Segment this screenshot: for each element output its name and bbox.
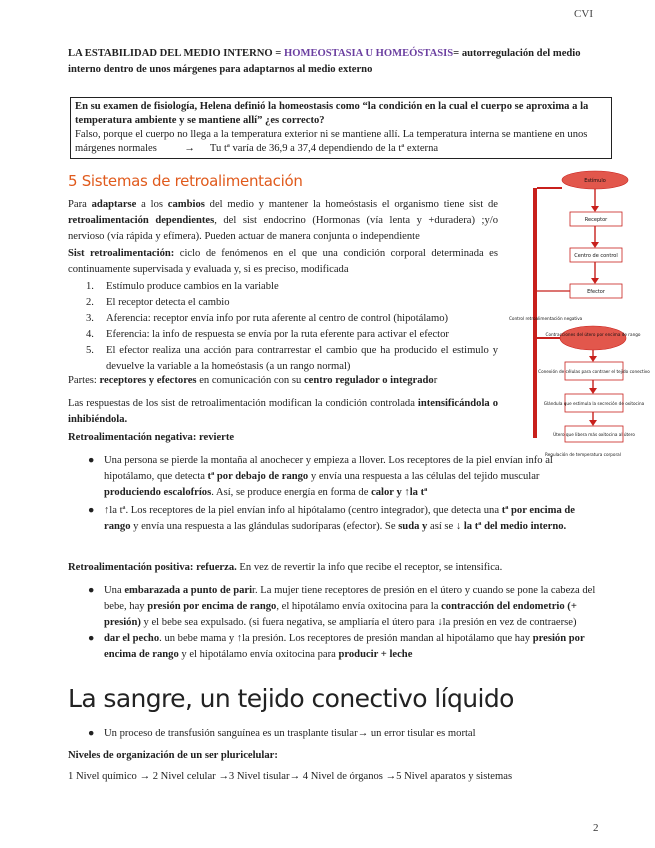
diagram-label: Contracciones del útero por encima de rango — [545, 332, 641, 337]
exam-question-box — [70, 97, 612, 159]
positive-feedback-list — [86, 583, 598, 663]
diagram-label: Glándula que estimula la secreción de oxitocina — [543, 401, 645, 406]
intro-part2: = autorregulación del medio interno dentro de unos márgenes para adaptarnos al medio externo — [68, 48, 581, 75]
section-title: 5 Sistemas de retroalimentación — [68, 172, 303, 190]
diagram-label: Útero que libera más oxitocina al útero — [553, 432, 635, 437]
list-item: 2. El receptor detecta el cambio — [86, 297, 230, 308]
list-item: ● Una embarazada a punto de parir. La mujer tiene receptores de presión en el útero y cuando se pone la cabeza del bebe, hay presión por encima de rango, el hipotálamo envía oxitocina para la contracción del endometrio (+ presión) y el bebe sea expulsado. (si fuera negativa, se ampliaría el útero para ↓la presión en vez de contraerse) — [88, 585, 596, 628]
list-item: ● Una persona se pierde la montaña al anochecer y empieza a llover. Los receptores de la piel envían info al hipotálamo, que detecta tª por debajo de rango y envía una respuesta a las células del tejido muscular produciendo escalofríos. Así, se produce energía en forma de calor y ↑la tª — [88, 455, 553, 498]
blood-section-title: La sangre, un tejido conectivo líquido — [68, 684, 514, 713]
positive-feedback-heading: Retroalimentación positiva: refuerza. En vez de revertir la info que recibe el receptor, se intensifica. — [68, 562, 503, 573]
section-paragraph-2: Sist retroalimentación: ciclo de fenómenos en el que una condición corporal determinada es continuamente supervisada y evaluada y, si es preciso, modificada — [68, 248, 498, 275]
feedback-diagram — [505, 168, 655, 458]
intro-definition — [68, 46, 598, 78]
diagram-label: Efector — [587, 289, 605, 295]
diagram-label: Centro de control — [574, 253, 618, 259]
diagram-node — [560, 326, 626, 350]
diagram-label: Estímulo — [584, 178, 606, 184]
feedback-steps-list — [86, 279, 498, 375]
arrow-icon: → — [184, 143, 195, 154]
negative-feedback-heading: Retroalimentación negativa: revierte — [68, 432, 235, 443]
exam-question: En su examen de fisiología, Helena definió la homeostasis como “la condición en la cual el cuerpo se aproxima a la temperatura ambiente y se mantiene allí” ¿es correcto? — [75, 101, 589, 126]
section-paragraph-1: Para adaptarse a los cambios del medio y mantener la homeóstasis el organismo tiene sist de retroalimentación dependientes, del sist endocrino (Hormonas (vía lenta y +duradera) ;y/o nervioso (vía rápida y efímera). Pueden actuar de manera conjunta o independiente — [68, 199, 499, 242]
diagram-caption: Control retroalimentación negativa — [509, 316, 583, 321]
list-item: ● dar el pecho. un bebe mama y ↑la presión. Los receptores de presión mandan al hipotálamo que hay presión por encima de rango y el hipotálamo envía oxitocina para producir + leche — [88, 633, 585, 660]
list-item: 5. El efector realiza una acción para contrarrestar el cambio que ha producido el estimulo y devuelve la variable a la homeóstasis (a un rango normal) — [86, 345, 498, 372]
negative-feedback-list — [86, 453, 598, 535]
exam-answer-part2: Tu tª varía de 36,9 a 37,4 dependiendo de la tª externa — [209, 143, 439, 154]
list-item: 4. Eferencia: la info de respuesta se envía por la ruta eferente para activar el efector — [86, 329, 449, 340]
diagram-label: Receptor — [584, 217, 608, 223]
list-item: ● Un proceso de transfusión sanguínea es un trasplante tisular→ un error tisular es mortal — [88, 728, 476, 739]
exam-answer — [75, 128, 607, 156]
list-item: 1. Estímulo produce cambios en la variable — [86, 281, 279, 292]
levels-line: 1 Nivel químico → 2 Nivel celular →3 Nivel tisular→ 4 Nivel de órganos →5 Nivel aparatos y sistemas — [68, 771, 513, 782]
intro-highlight: HOMEOSTASIA U HOMEÓSTASIS — [284, 48, 454, 59]
diagram-rail — [533, 188, 537, 438]
blood-list — [86, 726, 598, 742]
section-paragraph-4: Las respuestas de los sist de retroalimentación modifican la condición controlada intensificándola o inhibiéndola. — [68, 398, 498, 425]
course-header: CVI — [574, 8, 593, 20]
intro-part1: LA ESTABILIDAD DEL MEDIO INTERNO = — [68, 48, 284, 59]
page-number: 2 — [593, 822, 599, 834]
section-paragraph-3: Partes: receptores y efectores en comunicación con su centro regulador o integrador — [68, 375, 438, 386]
diagram-caption: Regulación de temperatura corporal — [545, 452, 621, 457]
list-item: 3. Aferencia: receptor envía info por ruta aferente al centro de control (hipotálamo) — [86, 313, 449, 324]
list-item: ● ↑la tª. Los receptores de la piel envían info al hipótalamo (centro integrador), que detecta una tª por encima de rango y envía una respuesta a las glándulas sudoríparas (efector). Se suda y así se ↓ la tª del medio interno. — [88, 505, 575, 532]
exam-answer-part1: Falso, porque el cuerpo no llega a la temperatura exterior ni se mantiene allí. La temperatura interna se mantiene en unos márgenes normales — [75, 129, 588, 154]
levels-heading: Niveles de organización de un ser pluricelular: — [68, 750, 278, 761]
diagram-label: Conexión de células para contraer el tejido conectivo — [538, 369, 650, 374]
